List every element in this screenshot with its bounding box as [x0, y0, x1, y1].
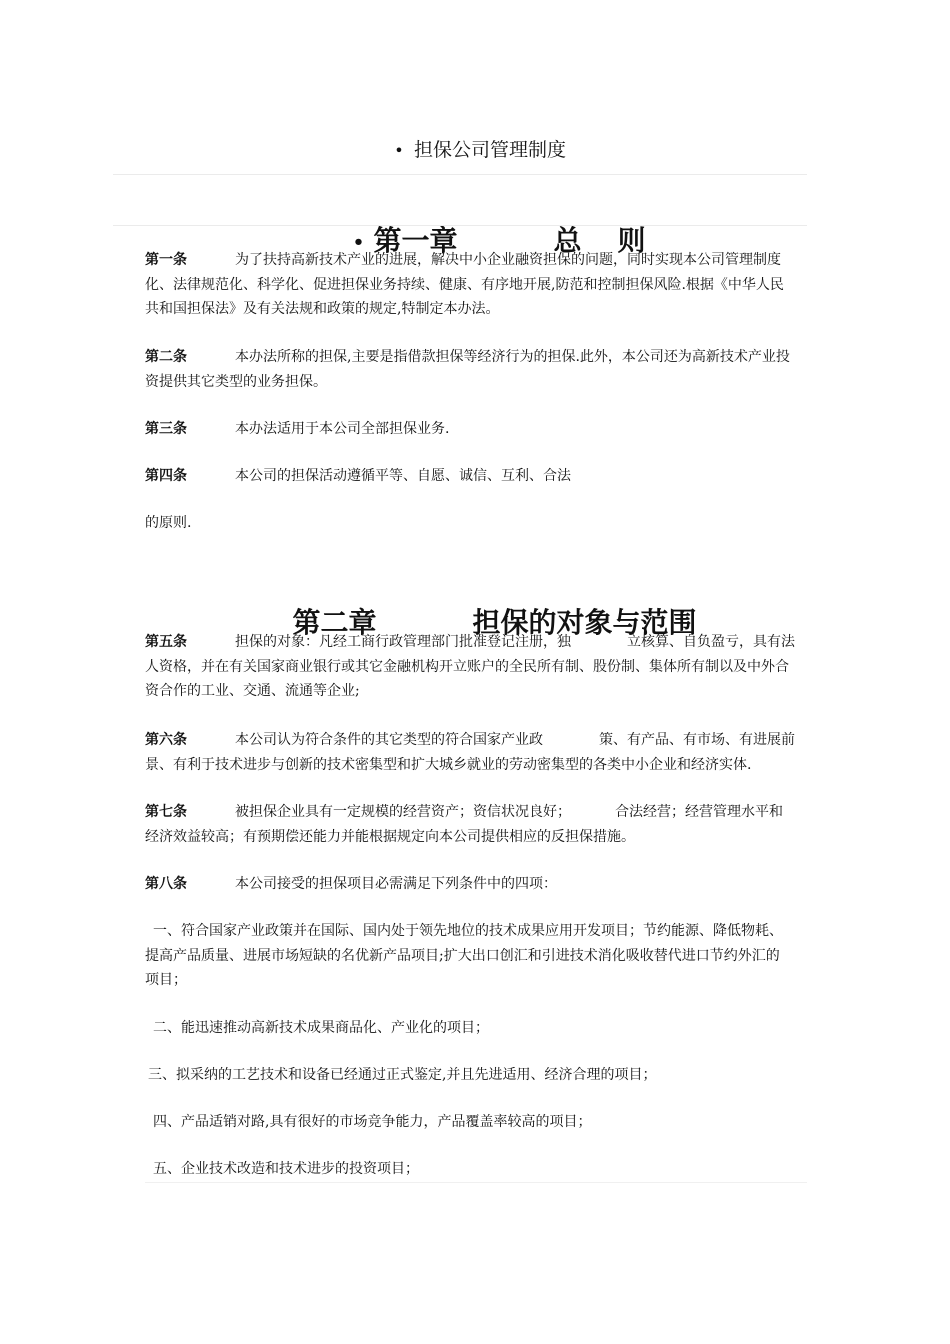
article-text: 本办法所称的担保,主要是指借款担保等经济行为的担保.此外，本公司还为高新技术产业投 — [235, 349, 790, 365]
chapter-name-part: 总 — [553, 224, 582, 257]
article-8 — [145, 872, 807, 897]
chapter-number: 第二章 — [292, 606, 377, 639]
article-text: 本公司认为符合条件的其它类型的符合国家产业政 — [235, 732, 543, 748]
article-text: 化、法律规范化、科学化、促进担保业务持续、健康、有序地开展,防范和控制担保风险.根据《中华人民 — [145, 276, 784, 293]
document-title-text: 担保公司管理制度 — [413, 139, 566, 161]
article-text: 景、有利于技术进步与创新的技术密集型和扩大城乡就业的劳动密集型的各类中小企业和经济实体. — [145, 756, 752, 773]
bullet-icon: • — [352, 231, 365, 253]
article-label: 第二条 — [145, 349, 187, 365]
chapter-name-part: 则 — [617, 224, 646, 257]
article-text: 被担保企业具有一定规模的经营资产；资信状况良好； — [235, 804, 571, 820]
list-item-text: 五、企业技术改造和技术进步的投资项目； — [153, 1161, 419, 1177]
article-2 — [145, 345, 807, 394]
list-item — [145, 1110, 807, 1135]
list-item-text: 提高产品质量、进展市场短缺的名优新产品项目;扩大出口创汇和引进技术消化吸收替代进口节约外汇的 — [145, 947, 780, 964]
article-text: 本办法适用于本公司全部担保业务. — [235, 421, 450, 437]
list-item — [145, 919, 807, 993]
article-text: 资提供其它类型的业务担保。 — [145, 373, 327, 390]
chapter-name: 担保的对象与范围 — [472, 606, 697, 639]
article-label: 第一条 — [145, 252, 187, 268]
article-text: 合法经营；经营管理水平和 — [615, 804, 783, 820]
article-label: 第四条 — [145, 468, 187, 484]
article-5 — [145, 630, 807, 704]
article-6 — [145, 728, 807, 777]
list-item-text: 项目； — [145, 972, 187, 988]
list-item-text: 一、符合国家产业政策并在国际、国内处于领先地位的技术成果应用开发项目；节约能源、降低物耗、 — [153, 923, 783, 939]
list-item-text: 三、拟采纳的工艺技术和设备已经通过正式鉴定,并且先进适用、经济合理的项目； — [148, 1067, 657, 1083]
article-label: 第六条 — [145, 732, 187, 748]
article-text: 策、有产品、有市场、有进展前 — [599, 732, 795, 748]
divider — [113, 174, 807, 175]
list-item-text: 二、能迅速推动高新技术成果商品化、产业化的项目； — [153, 1020, 489, 1036]
article-4 — [145, 464, 807, 489]
article-text: 人资格，并在有关国家商业银行或其它金融机构开立账户的全民所有制、股份制、集体所有制以及中外合 — [145, 658, 789, 675]
article-text: 为了扶持高新技术产业的进展，解决中小企业融资担保的问题，同时实现本公司管理制度 — [235, 252, 781, 268]
article-3 — [145, 417, 807, 442]
article-text: 本公司的担保活动遵循平等、自愿、诚信、互利、合法 — [235, 468, 571, 484]
list-item-text: 四、产品适销对路,具有很好的市场竞争能力，产品覆盖率较高的项目； — [153, 1114, 592, 1130]
article-label: 第八条 — [145, 876, 187, 892]
divider — [145, 1182, 807, 1183]
document-title — [0, 136, 950, 165]
bullet-icon: • — [394, 141, 404, 160]
article-text: 资合作的工业、交通、流通等企业; — [145, 683, 360, 699]
chapter-number: 第一章 — [373, 224, 458, 257]
list-item — [145, 1016, 807, 1041]
article-text: 担保的对象：凡经工商行政管理部门批准登记注册，独 — [235, 634, 571, 650]
article-text: 的原则. — [145, 515, 192, 531]
article-7 — [145, 800, 807, 849]
article-label: 第三条 — [145, 421, 187, 437]
list-item — [145, 1157, 807, 1182]
article-text: 共和国担保法》及有关法规和政策的规定,特制定本办法。 — [145, 301, 500, 317]
divider — [113, 225, 807, 226]
article-4-continuation — [145, 511, 807, 536]
article-text: 本公司接受的担保项目必需满足下列条件中的四项： — [235, 876, 557, 892]
list-item — [145, 1063, 807, 1088]
article-text: 经济效益较高；有预期偿还能力并能根据规定向本公司提供相应的反担保措施。 — [145, 828, 635, 845]
article-text: 立核算、自负盈亏，具有法 — [627, 634, 795, 650]
article-1 — [145, 248, 807, 322]
article-label: 第七条 — [145, 804, 187, 820]
article-label: 第五条 — [145, 634, 187, 650]
